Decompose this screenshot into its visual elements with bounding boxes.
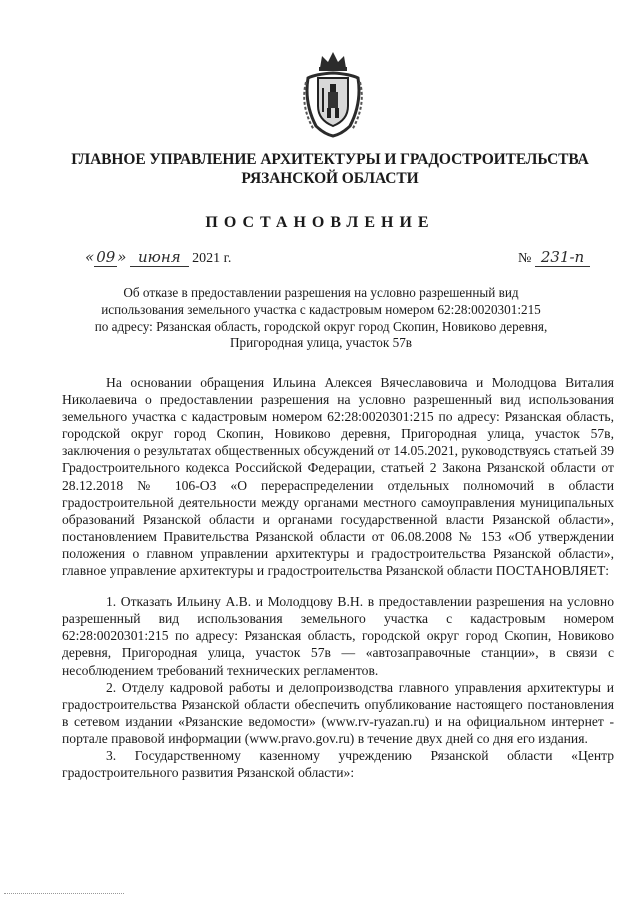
date-year: 2021 г.	[192, 251, 232, 266]
organization-line-2: РЯЗАНСКОЙ ОБЛАСТИ	[241, 170, 419, 187]
number-label: №	[518, 251, 532, 266]
subject-line-1: Об отказе в предоставлении разрешения на условно разрешенный вид	[123, 285, 519, 300]
number-value: 231-п	[535, 248, 590, 267]
document-number	[518, 248, 590, 267]
document-body	[62, 374, 614, 781]
item-1-paragraph: 1. Отказать Ильину А.В. и Молодцову В.Н. в предоставлении разрешения на условно разрешенный вид использования земельного участка с кадастровым номером 62:28:0020301:215 по адресу: Рязанская область, городской округ город Скопин, Новиково деревня, Пригородная улица, участок 57в — «автозаправочные станции», в связи с несоблюдением требований технических регламентов.	[62, 594, 614, 678]
subject-line-2: использования земельного участка с кадастровым номером 62:28:0020301:215	[101, 301, 541, 317]
date-day: 09	[96, 248, 116, 266]
scan-artifact-divider	[4, 893, 124, 898]
date-month: июня	[130, 248, 189, 267]
subject-line-3: по адресу: Рязанская область, городской округ город Скопин, Новиково деревня,	[94, 318, 548, 334]
subject-line-4: Пригородная улица, участок 57в	[229, 335, 413, 351]
item-3-paragraph: 3. Государственному казенному учреждению Рязанской области «Центр градостроительного развития Рязанской области»:	[62, 747, 614, 781]
organization-name	[60, 150, 600, 188]
document-type-title: ПОСТАНОВЛЕНИЕ	[205, 214, 435, 231]
document-subject	[90, 285, 552, 352]
document-date: « 09 » июня 2021 г.	[85, 248, 232, 266]
preamble-paragraph: На основании обращения Ильина Алексея Вячеславовича и Молодцова Виталия Николаевича о предоставлении разрешения на условно разрешенный вид использования земельного участка с кадастровым номером 62:28:0020301:215 по адресу: Рязанская область, городской округ город Скопин, Новиково деревня, Пригородная улица, участок 57в, заключения о результатах общественных обсуждений от 14.05.2021, руководствуясь статьей 39 Градостроительного кодекса Российской Федерации, статьей 2 Закона Рязанской области от 28.12.2018 № 106-ОЗ «О перераспределении отдельных полномочий в области градостроительной деятельности между органами местного самоуправления муниципальных образований Рязанской области и органами государственной власти Рязанской области», постановлением Правительства Рязанской области от 06.08.2008 № 153 «Об утверждении положения о главном управлении архитектуры и градостроительства Рязанской области», главное управление архитектуры и градостроительства Рязанской области ПОСТАНОВЛЯЕТ:	[62, 375, 614, 579]
coat-of-arms-icon	[298, 48, 368, 138]
organization-line-1: ГЛАВНОЕ УПРАВЛЕНИЕ АРХИТЕКТУРЫ И ГРАДОСТРОИТЕЛЬСТВА	[71, 151, 589, 168]
item-2-paragraph: 2. Отделу кадровой работы и делопроизводства главного управления архитектуры и градостроительства Рязанской области обеспечить опубликование настоящего постановления в сетевом издании «Рязанские ведомости» (www.rv-ryazan.ru) и на официальном интернет - портале правовой информации (www.pravo.gov.ru) в течение двух дней со дня его издания.	[62, 679, 614, 746]
